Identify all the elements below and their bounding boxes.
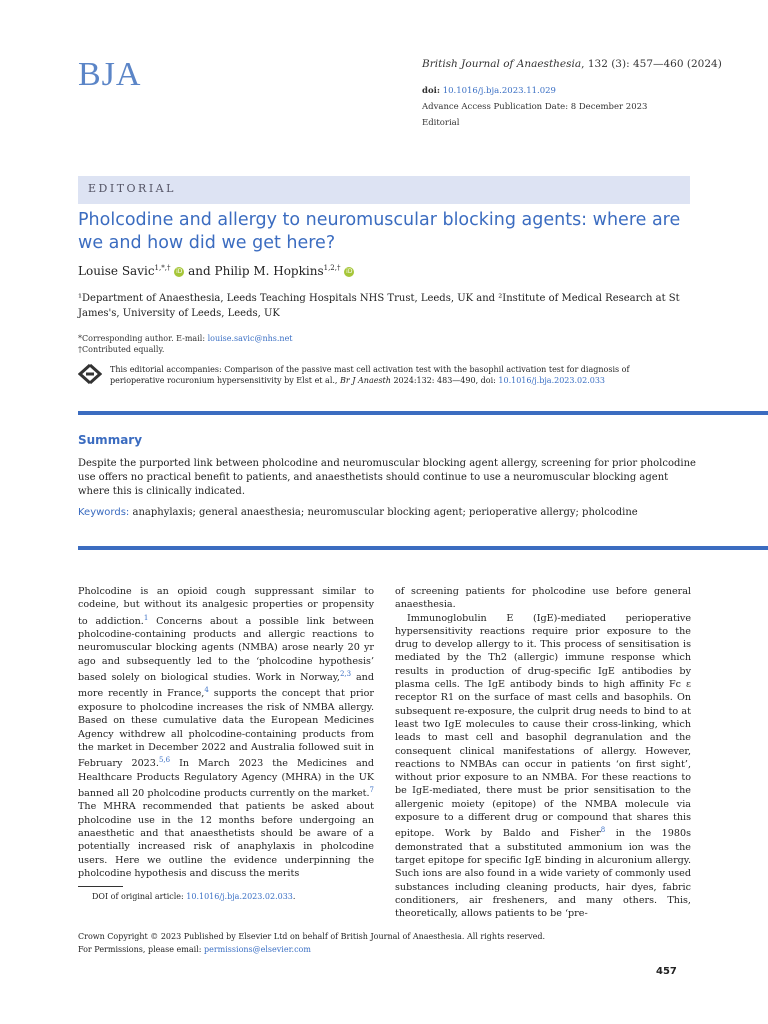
article-title: Pholcodine and allergy to neuromuscular blocking agents: where are we and how did we get here? <box>78 210 681 253</box>
divider <box>78 411 768 415</box>
summary-text: Despite the purported link between pholcodine and neuromuscular blocking agent allergy, screening for prior pholcodine use offers no practical benefit to patients, and anaesthetists should continue to use a neuromuscular blocking agent where this is clinically indicated. <box>78 458 696 497</box>
orcid-icon[interactable]: iD <box>346 267 353 275</box>
reference-link[interactable]: 7 <box>369 785 374 794</box>
corresponding-author: *Corresponding author. E-mail: louise.savic@nhs.net <box>78 334 293 343</box>
doi-link[interactable]: 10.1016/j.bja.2023.11.029 <box>442 86 556 96</box>
reference-link[interactable]: 4 <box>204 686 209 695</box>
author-name[interactable]: Louise Savic <box>78 264 155 278</box>
original-doi-link[interactable]: 10.1016/j.bja.2023.02.033 <box>186 892 293 901</box>
footnote-rule <box>78 886 123 887</box>
accompanying-article-note: This editorial accompanies: Comparison of the passive mast cell activation test with the basophil activation test for diagnosis of perioperative rocuronium hypersensitivity by Elst et al., Br J Anaesth 2024:132: 483—490, doi: 10.1016/j.bja.2023.02.033 <box>110 365 630 385</box>
author-name[interactable]: Philip M. Hopkins <box>214 264 324 278</box>
reference-link[interactable]: 1 <box>143 613 149 622</box>
footnote-doi: DOI of original article: 10.1016/j.bja.2023.02.033. <box>92 892 296 901</box>
keywords: Keywords: anaphylaxis; general anaesthesia; neuromuscular blocking agent; perioperative allergy; pholcodine <box>78 507 638 518</box>
body-column-right <box>395 585 691 921</box>
accompanying-doi-link[interactable]: 10.1016/j.bja.2023.02.033 <box>498 376 605 385</box>
article-type: Editorial <box>422 118 460 128</box>
page-number: 457 <box>656 966 677 977</box>
reference-link[interactable]: 8 <box>600 826 606 835</box>
summary-heading: Summary <box>78 433 143 447</box>
linked-article-icon <box>78 363 102 385</box>
email-link[interactable]: louise.savic@nhs.net <box>207 334 293 343</box>
copyright: Crown Copyright © 2023 Published by Elsevier Ltd on behalf of British Journal of Anaesthesia. All rights reserved. For Permissions, please email: permissions@elsevier.com <box>78 932 546 954</box>
permissions-email-link[interactable]: permissions@elsevier.com <box>203 945 311 954</box>
paragraph: of screening patients for pholcodine use before general anaesthesia. <box>395 586 691 611</box>
doi-line: doi: 10.1016/j.bja.2023.11.029 <box>422 86 556 96</box>
paragraph: Immunoglobulin E (IgE)-mediated perioperative hypersensitivity reactions require prior exposure to the drug to develop allergy to it. This process of sensitisation is mediated by the Th2 (allergic) immune response which results in production of drug-specific IgE antibodies by plasma cells. The IgE antibody binds to high affinity Fc ε receptor R1 on the surface of mast cells and basophils. On subsequent re-exposure, the culprit drug needs to bind to at least two IgE molecules to cause their cross-linking, which leads to mast cell and basophil degranulation and the consequent clinical manifestations of allergy. However, reactions to NMBAs can occur in patients ‘on first sight’, without prior exposure to an NMBA. For these reactions to be IgE-mediated, there must be prior sensitisation to the allergenic moiety (epitope) of the NMBA molecule via exposure to a different drug or compound that shares this epitope. Work by Baldo and Fisher$^8$ in the 1980s demonstrated that a substituted ammonium ion was the target epitope for specific IgE binding in alcuronium allergy. Such ions are also found in a wide variety of commonly used substances including cleaning products, hair dyes, fabric conditioners, air fresheners, and many others. This, theoretically, allows patients to be ‘pre- <box>395 612 692 920</box>
advance-access: Advance Access Publication Date: 8 December 2023 <box>422 102 648 112</box>
author-list: Louise Savic$^{1,*,\dagger}$ iD and Philip M. Hopkins$^{1,2,\dagger}$ iD <box>78 264 353 278</box>
reference-link[interactable]: 2,3 <box>339 669 352 678</box>
body-column-left: Pholcodine is an opioid cough suppressant similar to codeine, but without its analgesic properties or propensity to addiction.$^1$ Concerns about a possible link between pholcodine-containing products and allergic reactions to neuromuscular blocking agents (NMBA) arose nearly 20 yr ago and subsequently led to the ‘pholcodine hypothesis’ based solely on biological studies. Work in Norway,$^{2,3}$ and more recently in France,$^4$ supports the concept that prior exposure to pholcodine increases the risk of NMBA allergy. Based on these cumulative data the European Medicines Agency withdrew all pholcodine-containing products from the market in December 2022 and Australia followed suit in February 2023.$^{5,6}$ In March 2023 the Medicines and Healthcare Products Regulatory Agency (MHRA) in the UK banned all 20 pholcodine products currently on the market.$^7$ The MHRA recommended that patients be asked about pholcodine use in the 12 months before undergoing an anaesthetic and that anaesthetists should be aware of a potentially increased risk of anaphylaxis in pholcodine users. Here we outline the evidence underpinning the pholcodine hypothesis and discuss the merits <box>78 586 374 879</box>
contribution-note: †Contributed equally. <box>78 345 165 354</box>
orcid-icon[interactable]: iD <box>176 267 183 275</box>
journal-logo: BJA <box>78 56 142 93</box>
divider <box>78 546 768 550</box>
reference-link[interactable]: 5,6 <box>158 756 171 765</box>
section-label: EDITORIAL <box>88 182 176 195</box>
affiliations: ¹Department of Anaesthesia, Leeds Teaching Hospitals NHS Trust, Leeds, UK and ²Institute of Medical Research at St James's, University of Leeds, Leeds, UK <box>78 293 680 319</box>
journal-reference: British Journal of Anaesthesia, 132 (3): 457—460 (2024) <box>422 58 722 70</box>
